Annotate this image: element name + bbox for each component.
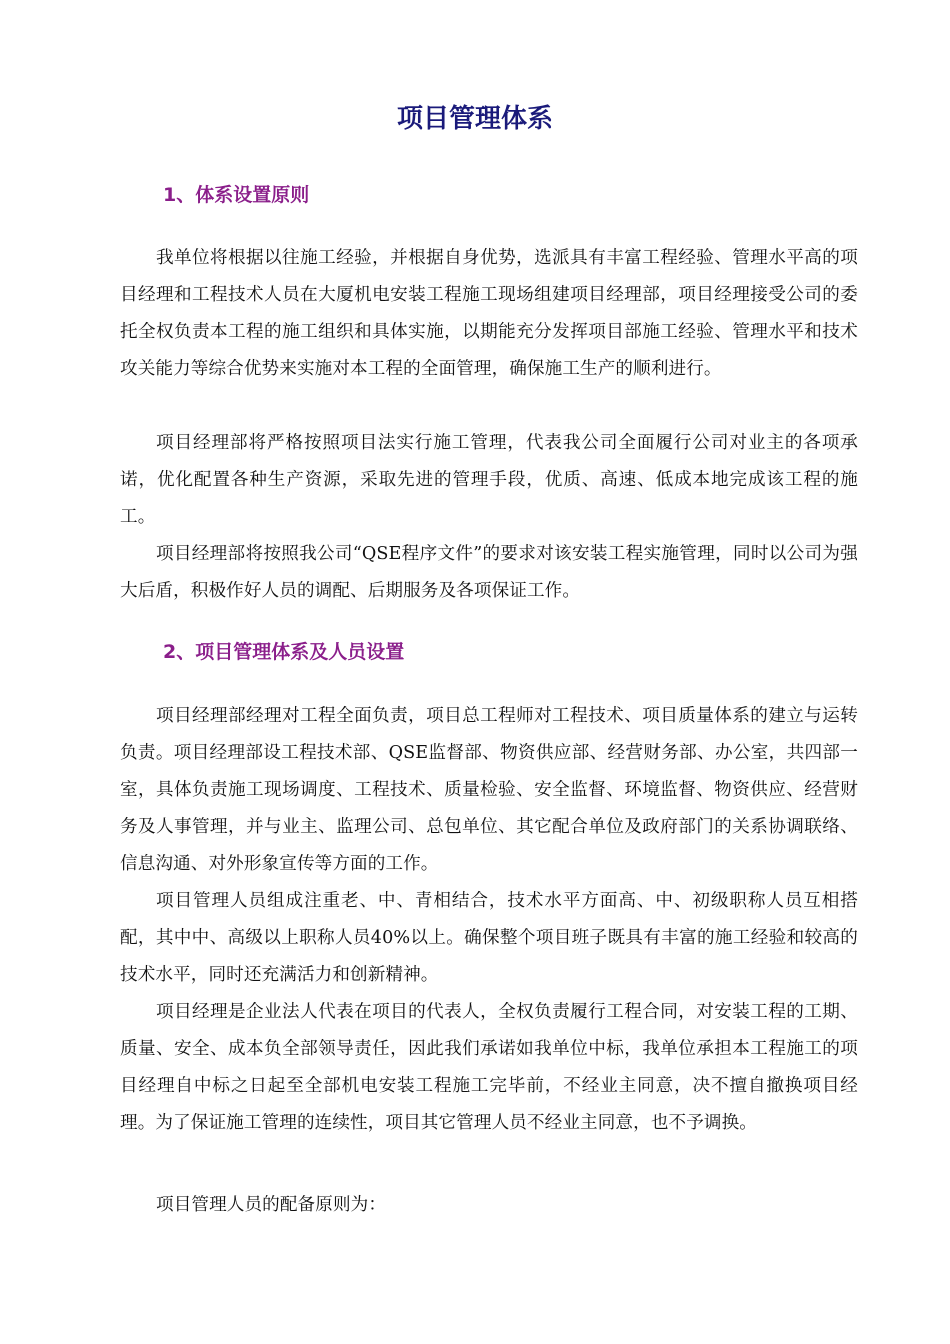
paragraph-2-4: 项目管理人员的配备原则为： (156, 1195, 387, 1215)
paragraph-2-2: 项目管理人员组成注重老、中、青相结合，技术水平方面高、中、初级职称人员互相搭配，其中中、高级以上职称人员40%以上。确保整个项目班子既具有丰富的施工经验和较高的技术水平，同时还充满活力和创新精神。 (120, 891, 858, 985)
section-heading-1: 1、体系设置原则 (163, 184, 310, 206)
paragraph-2-1: 项目经理部经理对工程全面负责，项目总工程师对工程技术、项目质量体系的建立与运转负责。项目经理部设工程技术部、QSE监督部、物资供应部、经营财务部、办公室，共四部一室，具体负责施工现场调度、工程技术、质量检验、安全监督、环境监督、物资供应、经营财务及人事管理，并与业主、监理公司、总包单位、其它配合单位及政府部门的关系协调联络、信息沟通、对外形象宣传等方面的工作。 (120, 706, 858, 874)
page-title: 项目管理体系 (396, 104, 553, 134)
paragraph-2-3: 项目经理是企业法人代表在项目的代表人，全权负责履行工程合同，对安装工程的工期、质量、安全、成本负全部领导责任，因此我们承诺如我单位中标，我单位承担本工程施工的项目经理自中标之日起至全部机电安装工程施工完毕前，不经业主同意，决不擅自撤换项目经理。为了保证施工管理的连续性，项目其它管理人员不经业主同意，也不予调换。 (120, 1002, 858, 1133)
paragraph-1-2: 项目经理部将严格按照项目法实行施工管理，代表我公司全面履行公司对业主的各项承诺，优化配置各种生产资源，采取先进的管理手段，优质、高速、低成本地完成该工程的施工。 (120, 433, 858, 527)
paragraph-1-3: 项目经理部将按照我公司“QSE程序文件”的要求对该安装工程实施管理，同时以公司为强大后盾，积极作好人员的调配、后期服务及各项保证工作。 (120, 544, 858, 601)
paragraph-1-1: 我单位将根据以往施工经验，并根据自身优势，选派具有丰富工程经验、管理水平高的项目经理和工程技术人员在大厦机电安装工程施工现场组建项目经理部，项目经理接受公司的委托全权负责本工程的施工组织和具体实施，以期能充分发挥项目部施工经验、管理水平和技术攻关能力等综合优势来实施对本工程的全面管理，确保施工生产的顺利进行。 (120, 248, 858, 379)
section-heading-2: 2、项目管理体系及人员设置 (163, 641, 405, 663)
